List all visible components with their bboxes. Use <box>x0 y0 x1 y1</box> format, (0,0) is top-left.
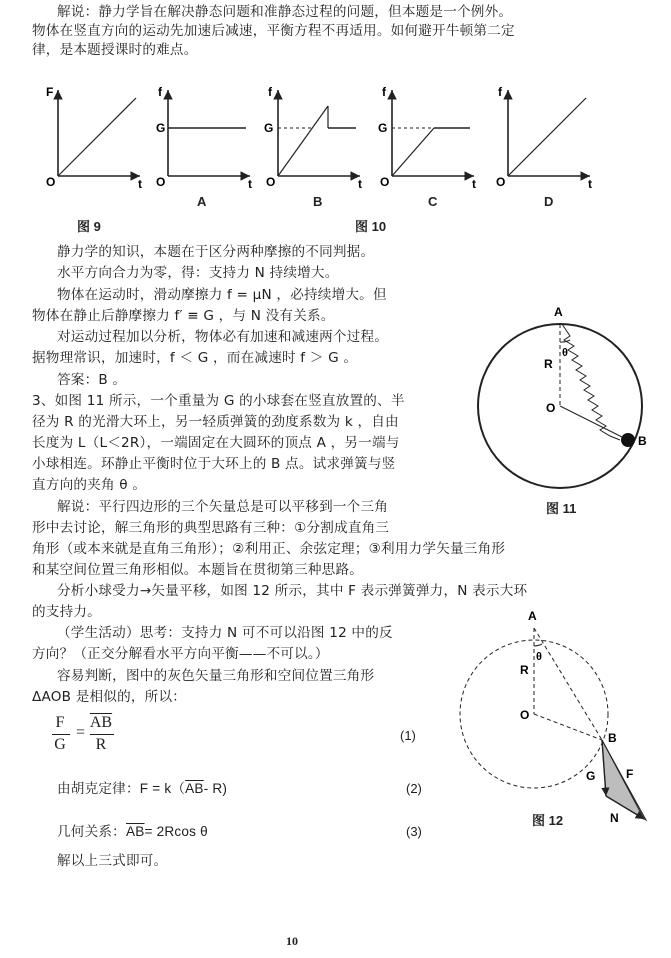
figure-10-label-c: C <box>428 194 438 209</box>
svg-text:f: f <box>382 85 386 99</box>
fig11-radius: R <box>544 357 553 371</box>
fig12-point-b: B <box>608 731 617 745</box>
solution-line-6: 的支持力。 <box>32 604 101 620</box>
intro-line-1: 解说：静力学旨在解决静态问题和准静态过程的问题，但本题是一个例外。 <box>57 4 513 20</box>
svg-text:f: f <box>268 85 272 99</box>
para2-line-6: 据物理常识，加速时，f ＜ G ，而在减速时 f ＞ G 。 <box>32 350 358 366</box>
fig9-x-axis-label: t <box>138 177 142 191</box>
eq1-denominator-r: R <box>95 736 107 753</box>
problem3-line-3: 长度为 L（L＜2R），一端固定在大圆环的顶点 A ，另一端与 <box>32 435 400 451</box>
figure-9-caption: 图 9 <box>77 219 101 234</box>
svg-text:G: G <box>378 121 388 135</box>
equation-3: 几何关系：$\overline{AB}= 2Rcos$ θ <box>57 824 208 839</box>
svg-text:t: t <box>248 177 252 191</box>
fig12-label-n: N <box>610 811 619 825</box>
para2-line-4: 物体在静止后静摩擦力 f′ ≡ G ，与 N 没有关系。 <box>32 308 335 324</box>
equation-2-number: (2) <box>406 781 422 796</box>
answer-line: 答案：B 。 <box>57 372 127 388</box>
problem3-line-4: 小球相连。环静止平衡时位于大环上的 B 点。试求弹簧与竖 <box>32 456 396 472</box>
fig11-theta: θ <box>562 347 568 359</box>
svg-text:G: G <box>156 121 166 135</box>
intro-line-3: 律，是本题授课时的难点。 <box>32 42 198 58</box>
figure-11-caption: 图 11 <box>546 501 577 516</box>
eq1-numerator-f: F <box>55 714 65 731</box>
solution-line-1: 解说：平行四边形的三个矢量总是可以平移到一个三角 <box>57 499 389 515</box>
fig12-radius: R <box>520 663 529 677</box>
fig11-point-b: B <box>638 434 647 448</box>
fig12-point-a: A <box>528 609 537 623</box>
para2-line-5: 对运动过程加以分析，物体必有加速和减速两个过程。 <box>57 329 389 345</box>
svg-text:O: O <box>496 175 506 189</box>
fig9-origin-label: O <box>46 175 56 189</box>
solution-line-5: 分析小球受力→矢量平移，如图 12 所示，其中 F 表示弹簧弹力，N 表示大环 <box>57 583 528 599</box>
problem3-line-2: 径为 R 的光滑大环上，另一轻质弹簧的劲度系数为 k ，自由 <box>32 414 399 430</box>
solution-line-4: 和某空间位置三角形相似。本题旨在贯彻第三种思路。 <box>32 562 364 578</box>
svg-text:O: O <box>380 175 390 189</box>
eq1-numerator-ab: $\overline{AB}$ <box>89 714 113 731</box>
intro-line-2: 物体在竖直方向的运动先加速后减速，平衡方程不再适用。如何避开牛顿第二定 <box>32 23 515 39</box>
fig12-label-f: F <box>626 767 634 781</box>
svg-text:t: t <box>358 177 362 191</box>
equation-1-number: (1) <box>400 728 416 743</box>
svg-text:f: f <box>498 85 502 99</box>
solution-line-10: ΔAOB 是相似的，所以： <box>32 689 187 705</box>
equation-2: 由胡克定律：$F = k(\overline{AB}-$ R) <box>57 781 228 796</box>
solution-line-8: 方向？（正交分解看水平方向平衡——不可以。） <box>32 646 329 662</box>
page-number: 10 <box>286 934 298 948</box>
problem3-line-5: 直方向的夹角 θ 。 <box>32 477 147 493</box>
figure-10-caption: 图 10 <box>355 219 387 234</box>
figure-10-panel-b <box>258 84 368 194</box>
para2-line-1: 静力学的知识，本题在于区分两种摩擦的不同判据。 <box>57 244 375 260</box>
fig11-point-o: O <box>546 401 556 415</box>
svg-text:t: t <box>472 177 476 191</box>
problem3-line-1: 3、如图 11 所示，一个重量为 G 的小球套在竖直放置的、半 <box>32 393 405 409</box>
fig12-label-g: G <box>586 769 596 783</box>
solution-line-3: 角形（或本来就是直角三角形）；②利用正、余弦定理；③利用力学矢量三角形 <box>32 541 506 557</box>
solution-line-9: 容易判断，图中的灰色矢量三角形和空间位置三角形 <box>57 668 375 684</box>
para2-line-3: 物体在运动时，滑动摩擦力 f = μN ，必持续增大。但 <box>57 287 387 303</box>
eq1-denominator-g: G <box>54 736 66 753</box>
svg-text:t: t <box>588 177 592 191</box>
figure-10-label-b: B <box>313 194 323 209</box>
para2-line-2: 水平方向合力为零，得：支持力 N 持续增大。 <box>57 265 339 281</box>
fig11-point-a: A <box>554 305 563 319</box>
figure-12-caption: 图 12 <box>532 813 564 828</box>
figure-10-label-a: A <box>197 194 207 209</box>
figure-10-label-d: D <box>544 194 554 209</box>
fig12-theta: θ <box>536 651 542 663</box>
equation-3-number: (3) <box>406 824 422 839</box>
solution-line-2: 形中去讨论，解三角形的典型思路有三种：①分割成直角三 <box>32 520 390 536</box>
svg-text:O: O <box>156 175 166 189</box>
figure-12-diagram <box>456 606 656 826</box>
svg-text:f: f <box>158 85 162 99</box>
svg-text:O: O <box>266 175 276 189</box>
fig9-y-axis-label: F <box>46 85 54 99</box>
equation-1: F G = $\overline{AB}$ R <box>56 712 136 762</box>
figure-9-graph <box>38 84 148 194</box>
conclusion-line: 解以上三式即可。 <box>57 853 168 869</box>
figure-10-panel-a <box>148 84 258 194</box>
solution-line-7: （学生活动）思考：支持力 N 可不可以沿图 12 中的反 <box>57 625 393 641</box>
svg-text:G: G <box>264 121 274 135</box>
figure-11-diagram <box>470 300 660 500</box>
figure-10-panel-d <box>488 84 598 194</box>
figure-10-panel-c <box>372 84 482 194</box>
fig12-point-o: O <box>520 708 530 722</box>
